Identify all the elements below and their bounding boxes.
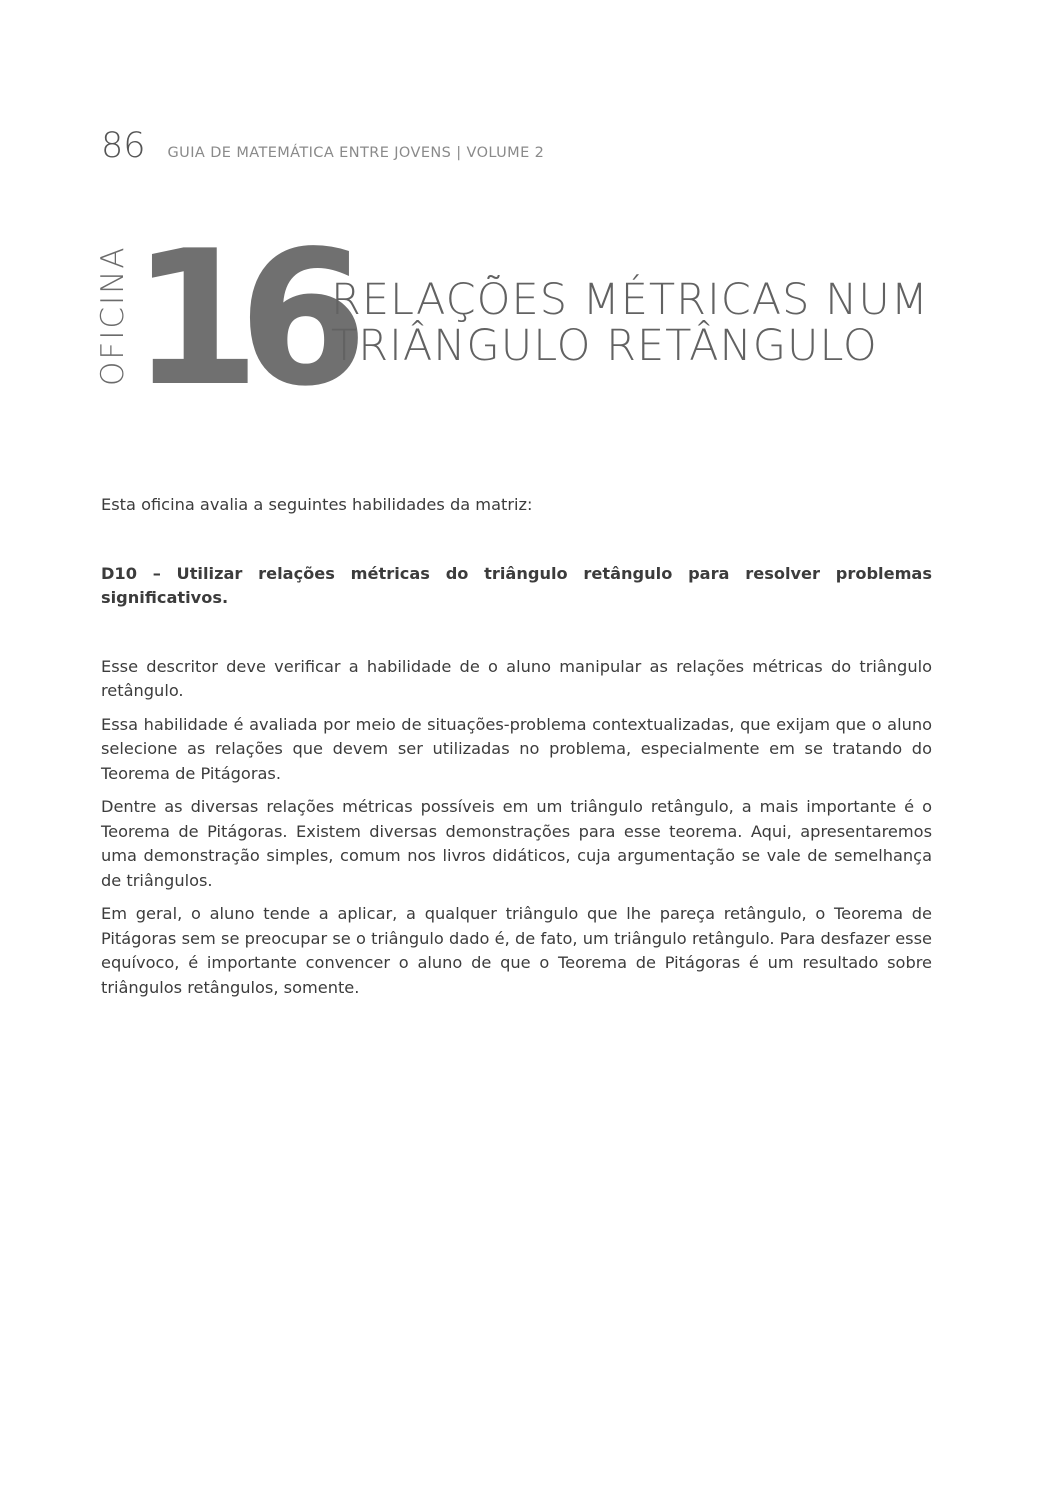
paragraph-2: Essa habilidade é avaliada por meio de situações-problema contextualizadas, que exijam que o aluno selecione as relações que devem ser utilizadas no problema, especialmente em se tratando do Teorema de Pitágoras. bbox=[101, 714, 932, 783]
body-content bbox=[101, 493, 932, 1009]
chapter-title-line-2: TRIÂNGULO RETÂNGULO bbox=[331, 321, 878, 371]
page-header bbox=[101, 126, 544, 166]
oficina-label: OFICINA bbox=[95, 245, 131, 386]
paragraph-3: Dentre as diversas relações métricas possíveis em um triângulo retângulo, a mais importante é o Teorema de Pitágoras. Existem diversas demonstrações para esse teorema. Aqui, apresentaremos uma demonstração simples, comum nos livros didáticos, cuja argumentação se vale de semelhança de triângulos. bbox=[101, 797, 932, 890]
oficina-number: 16 bbox=[131, 210, 346, 427]
running-head: GUIA DE MATEMÁTICA ENTRE JOVENS | VOLUME 2 bbox=[167, 145, 545, 161]
chapter-title-line-1: RELAÇÕES MÉTRICAS NUM bbox=[331, 275, 929, 325]
paragraph-4: Em geral, o aluno tende a aplicar, a qualquer triângulo que lhe pareça retângulo, o Teorema de Pitágoras sem se preocupar se o triângulo dado é, de fato, um triângulo retângulo. Para desfazer esse equívoco, é importante convencer o aluno de que o Teorema de Pitágoras é um resultado sobre triângulos retângulos, somente. bbox=[101, 904, 932, 997]
descriptor-d10: D10 – Utilizar relações métricas do triângulo retângulo para resolver problemas significativos. bbox=[101, 563, 932, 607]
intro-text: Esta oficina avalia a seguintes habilidades da matriz: bbox=[101, 495, 533, 514]
paragraph-1: Esse descritor deve verificar a habilidade de o aluno manipular as relações métricas do triângulo retângulo. bbox=[101, 656, 932, 700]
chapter-title bbox=[331, 277, 929, 369]
page-number: 86 bbox=[101, 126, 146, 166]
